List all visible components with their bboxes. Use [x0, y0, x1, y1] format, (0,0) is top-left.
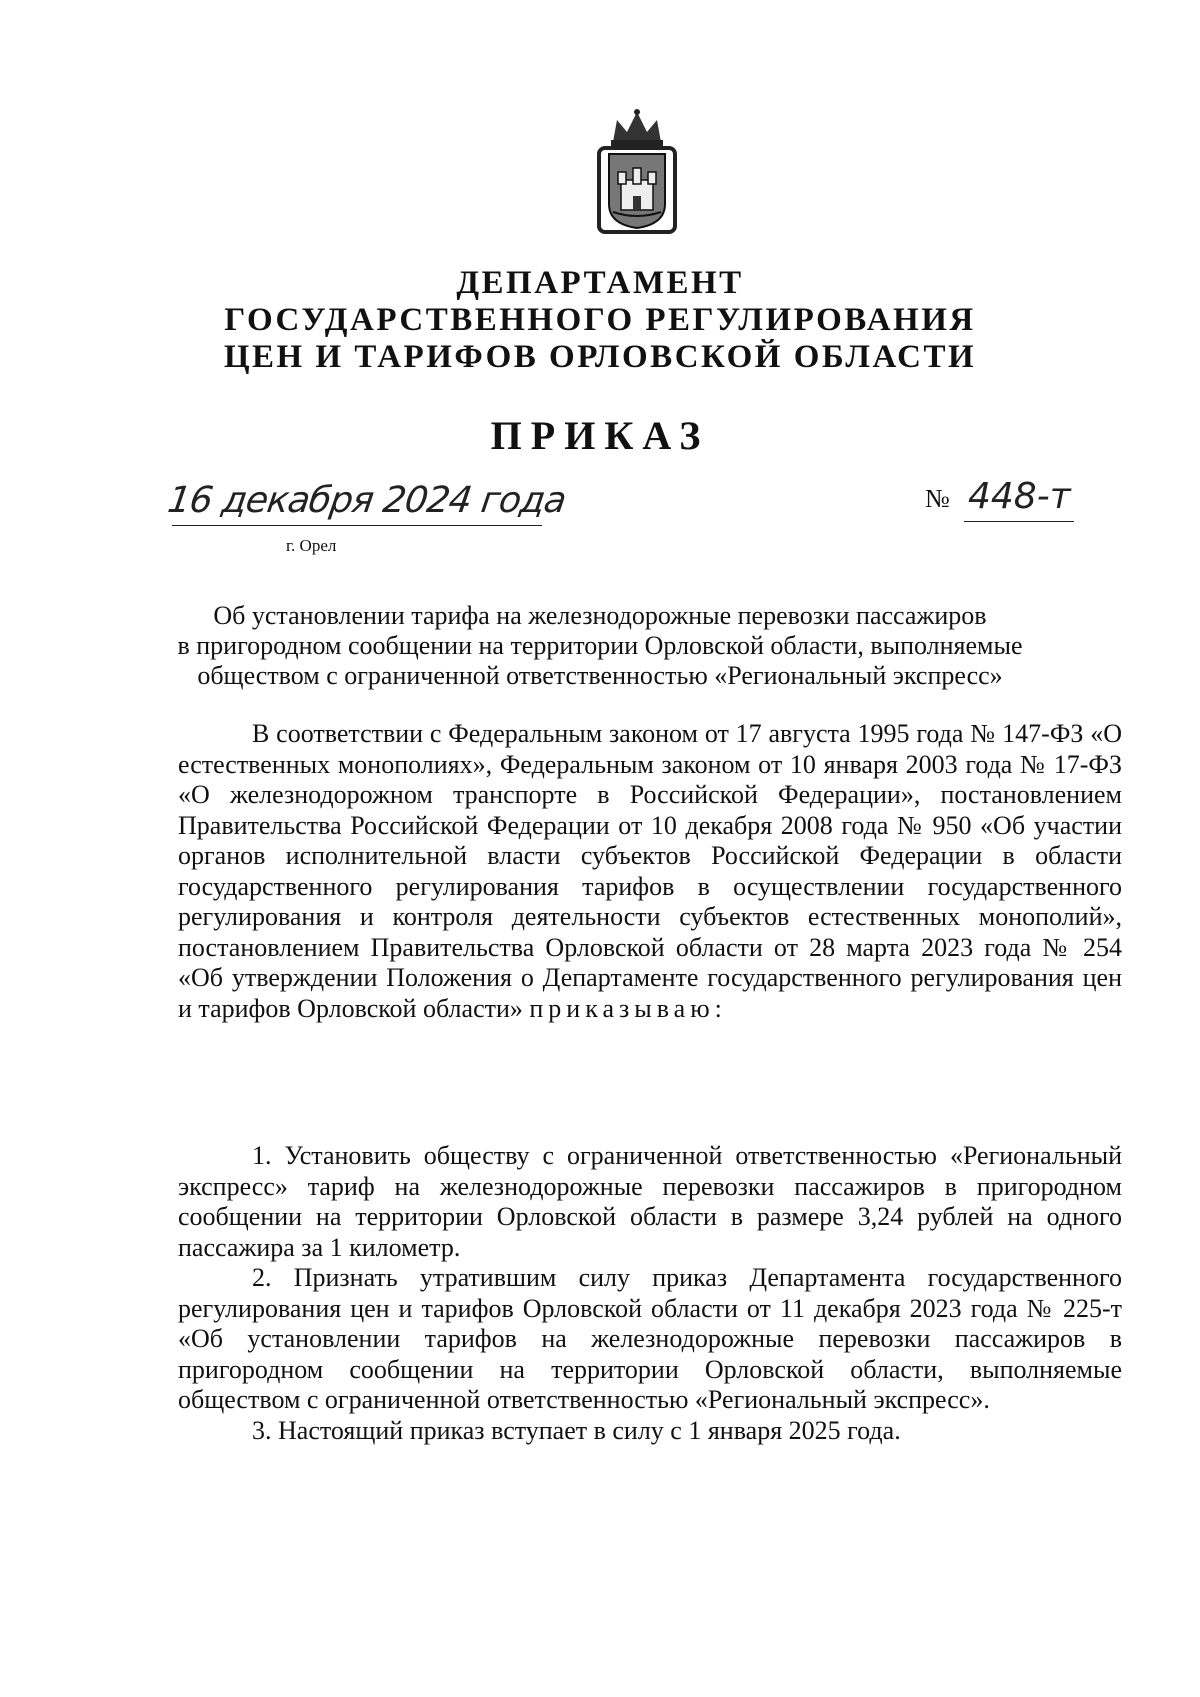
preamble-text: В соответствии с Федеральным законом от 17 августа 1995 года № 147-ФЗ «О естественных монополиях», Федеральным законом от 10 января 2003 года № 17-ФЗ «О железнодорожном транспорте в Российской Федерации», постановлением Правительства Российской Федерации от 10 декабря 2008 года № 950 «Об участии органов исполнительной власти субъектов Российской Федерации в области государственного регулирования тарифов в осуществлении государственного регулирования и контроля деятельности субъектов естественных монополий», постановлением Правительства Орловской области от 28 марта 2023 года № 254 «Об утверждении Положения о Департаменте государственного регулирования цен и тарифов Орловской области» [178, 719, 1122, 1023]
number-underline [964, 521, 1074, 522]
subject-line-1: Об установлении тарифа на железнодорожные перевозки пассажиров [213, 601, 987, 630]
dept-line-1: ДЕПАРТАМЕНТ [456, 265, 744, 301]
number-handwritten: 448-т [968, 476, 1071, 517]
document-type: ПРИКАЗ [490, 413, 710, 458]
coat-of-arms-icon [593, 108, 681, 234]
subject-line-2: в пригородном сообщении на территории Орловской области, выполняемые [177, 631, 1023, 660]
order-items [178, 1141, 1122, 1446]
dept-line-3: ЦЕН И ТАРИФОВ ОРЛОВСКОЙ ОБЛАСТИ [223, 339, 977, 375]
subject-line-3: обществом с ограниченной ответственностью «Региональный экспресс» [197, 661, 1003, 690]
date-handwritten: 16 декабря 2024 года [165, 480, 569, 521]
order-item-1: 1. Установить обществу с ограниченной ответственностью «Региональный экспресс» тариф на железнодорожные перевозки пассажиров в пригородном сообщении на территории Орловской области в размере 3,24 рублей на одного пассажира за 1 километр. [178, 1141, 1122, 1262]
order-subject [150, 601, 1050, 691]
number-label: № [925, 484, 950, 513]
date-underline [172, 525, 542, 526]
dept-line-2: ГОСУДАРСТВЕННОГО РЕГУЛИРОВАНИЯ [224, 302, 976, 338]
city: г. Орел [286, 536, 337, 555]
department-name [0, 265, 1200, 376]
order-word: приказываю: [529, 993, 727, 1023]
preamble [178, 719, 1122, 1024]
order-item-3: 3. Настоящий приказ вступает в силу с 1 января 2025 года. [252, 1415, 901, 1445]
order-item-2: 2. Признать утратившим силу приказ Департамента государственного регулирования цен и тарифов Орловской области от 11 декабря 2023 года № 225-т «Об установлении тарифов на железнодорожные перевозки пассажиров в пригородном сообщении на территории Орловской области, выполняемые обществом с ограниченной ответственностью «Региональный экспресс». [178, 1263, 1122, 1414]
